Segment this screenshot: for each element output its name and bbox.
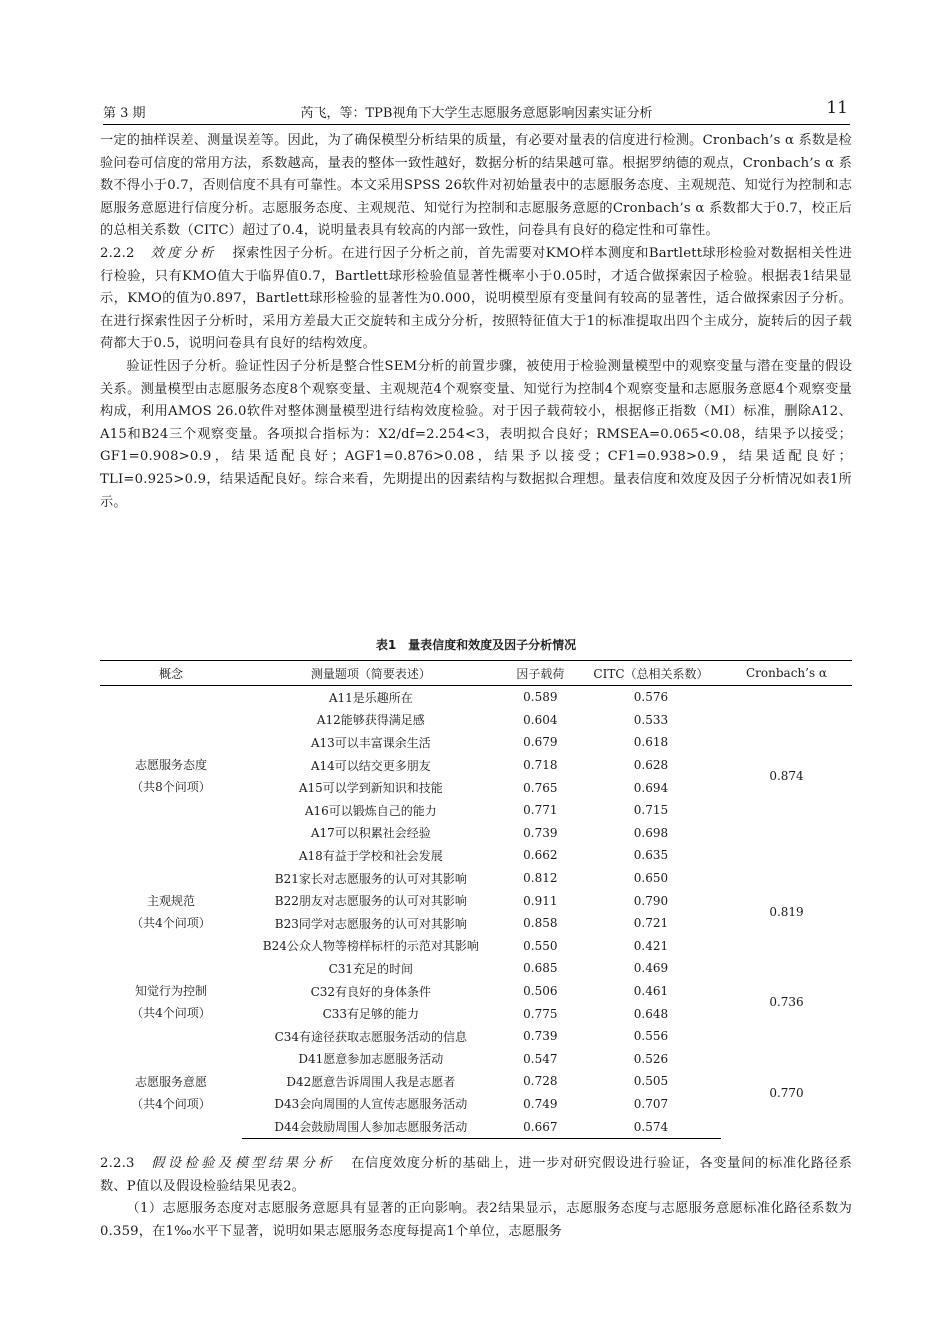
body-text-upper — [100, 130, 852, 514]
alpha-cell: 0.874 — [769, 769, 804, 784]
citc-cell: 0.790 — [633, 893, 669, 908]
section-number: 2.2.2 — [100, 245, 135, 261]
paragraph-cfa: 验证性因子分析。验证性因子分析是整合性SEM分析的前置步骤，被使用于检验测量模型中的观察变量与潜在变量的假设关系。测量模型由志愿服务态度8个观察变量、主观规范4个观察变量、知觉行为控制4个观察变量和志愿服务意愿4个观察变量构成，利用AMOS 26.0软件对整体测量模型进行结构效度检验。对于因子载荷较小，根据修正指数（MI）标准，删除A12、A15和B24三个观察变量。各项拟合指标为：X2/df=2.254<3，表明拟合良好；RMSEA=0.065<0.08，结果予以接受；GF1=0.908>0.9，结果适配良好；AGF1=0.876>0.08，结果予以接受；CF1=0.938>0.9，结果适配良好；TLI=0.925>0.9，结果适配良好。综合来看，先期提出的因素结构与数据拟合理想。量表信度和效度及因子分析情况如表1所示。 — [100, 358, 852, 510]
item-cell: A14可以结交更多朋友 — [310, 758, 431, 773]
table-row — [100, 686, 852, 709]
citc-cell: 0.698 — [633, 825, 669, 840]
loading-cell: 0.547 — [523, 1051, 558, 1066]
section-title: 假设检验及模型结果分析 — [150, 1156, 336, 1171]
citc-cell: 0.574 — [581, 1115, 721, 1138]
item-cell: C32有良好的身体条件 — [310, 984, 432, 999]
item-cell: A17可以积累社会经验 — [310, 826, 431, 841]
loading-cell: 0.550 — [523, 938, 558, 953]
loading-cell: 0.506 — [523, 984, 558, 999]
citc-cell: 0.618 — [633, 735, 669, 750]
alpha-cell: 0.736 — [769, 995, 804, 1010]
loading-cell: 0.667 — [500, 1115, 581, 1138]
running-header — [103, 98, 850, 125]
loading-cell: 0.739 — [523, 1029, 558, 1044]
citc-cell: 0.650 — [633, 871, 669, 886]
concept-name: 志愿服务态度 — [134, 758, 207, 773]
concept-note: （共4个问项） — [131, 915, 211, 930]
item-cell: C31充足的时间 — [328, 961, 414, 976]
concept-name: 主观规范 — [146, 893, 195, 908]
loading-cell: 0.858 — [523, 916, 558, 931]
header-concept: 概念 — [100, 661, 242, 686]
item-cell: A13可以丰富课余生活 — [310, 735, 431, 750]
item-cell: B24公众人物等榜样标杆的示范对其影响 — [262, 939, 479, 954]
citc-cell: 0.421 — [633, 938, 669, 953]
table-caption — [100, 636, 852, 653]
concept-cell — [100, 957, 242, 1047]
loading-cell: 0.812 — [523, 871, 558, 886]
loading-cell: 0.589 — [523, 690, 558, 705]
loading-cell: 0.775 — [523, 1006, 558, 1021]
section-text: 探索性因子分析。在进行因子分析之前，首先需要对KMO样本测度和Bartlett球形检验对数据相关性进行检验，只有KMO值大于临界值0.7，Bartlett球形检验值显著性概率小于0.05时，才适合做探索因子检验。根据表1结果显示，KMO的值为0.897，Bartlett球形检验的显著性为0.000，说明模型原有变量间有较高的显著性，适合做探索因子分析。在进行探索性因子分析时，采用方差最大正交旋转和主成分分析，按照特征值大于1的标准提取出四个主成分，旋转后的因子载荷都大于0.5，说明问卷具有良好的结构效度。 — [100, 245, 853, 352]
item-cell: C34有途径获取志愿服务活动的信息 — [274, 1029, 468, 1044]
loading-cell: 0.739 — [523, 825, 558, 840]
header-item: 测量题项（简要表述） — [242, 661, 500, 686]
loading-cell: 0.728 — [523, 1074, 558, 1089]
reliability-validity-table — [100, 660, 852, 1139]
concept-note: （共4个问项） — [131, 1096, 211, 1111]
concept-note: （共8个问项） — [131, 780, 211, 795]
item-cell: C33有足够的能力 — [322, 1007, 420, 1022]
header-loading: 因子载荷 — [500, 661, 581, 686]
loading-cell: 0.765 — [523, 780, 558, 795]
citc-cell: 0.461 — [633, 984, 669, 999]
item-cell: A16可以锻炼自己的能力 — [304, 803, 437, 818]
paragraph-reliability: 一定的抽样误差、测量误差等。因此，为了确保模型分析结果的质量，有必要对量表的信度进行检测。Cronbach’s α 系数是检验问卷可信度的常用方法，系数越高，量表的整体一致性越好，数据分析的结果越可靠。根据罗纳德的观点，Cronbach’s α 系数不得小于0.7，否则信度不具有可靠性。本文采用SPSS 26软件对初始量表中的志愿服务态度、主观规范、知觉行为控制和志愿服务意愿进行信度分析。志愿服务态度、主观规范、知觉行为控制和志愿服务意愿的Cronbach’s α 系数都大于0.7，校正后的总相关系数（CITC）超过了0.4，说明量表具有较高的内部一致性，问卷具有良好的稳定性和可靠性。 — [100, 133, 852, 239]
alpha-cell: 0.819 — [769, 904, 804, 919]
loading-cell: 0.718 — [523, 758, 558, 773]
citc-cell: 0.505 — [633, 1074, 669, 1089]
item-cell: D42愿意告诉周围人我是志愿者 — [286, 1074, 456, 1089]
table-row — [100, 957, 852, 980]
concept-cell — [100, 867, 242, 957]
item-cell: A15可以学到新知识和技能 — [298, 781, 443, 796]
citc-cell: 0.556 — [633, 1029, 669, 1044]
loading-cell: 0.911 — [523, 893, 558, 908]
citc-cell: 0.526 — [633, 1051, 669, 1066]
concept-name: 知觉行为控制 — [134, 984, 207, 999]
citc-cell: 0.648 — [633, 1006, 669, 1021]
item-cell: A11是乐趣所在 — [328, 690, 413, 705]
paragraph-hypothesis-1: （1）志愿服务态度对志愿服务意愿具有显著的正向影响。表2结果显示，志愿服务态度与志愿服务意愿标准化路径系数为0.359，在1‰水平下显著，说明如果志愿服务态度每提高1个单位，志愿服务 — [100, 1201, 852, 1239]
table-header-row — [100, 661, 852, 686]
item-cell: D41愿意参加志愿服务活动 — [298, 1052, 444, 1067]
loading-cell: 0.749 — [523, 1096, 558, 1111]
loading-cell: 0.771 — [523, 803, 558, 818]
concept-name: 志愿服务意愿 — [134, 1074, 207, 1089]
loading-cell: 0.685 — [523, 961, 558, 976]
concept-note: （共4个问项） — [131, 1006, 211, 1021]
item-cell: B23同学对志愿服务的认可对其影响 — [274, 916, 467, 931]
item-cell: B21家长对志愿服务的认可对其影响 — [274, 871, 467, 886]
body-text-lower — [100, 1153, 852, 1243]
item-cell: D43会向周围的人宣传志愿服务活动 — [274, 1097, 468, 1112]
running-title: 芮飞，等：TPB视角下大学生志愿服务意愿影响因素实证分析 — [300, 106, 653, 121]
header-alpha: Cronbach’s α — [721, 661, 852, 686]
table-title: 量表信度和效度及因子分析情况 — [408, 638, 577, 652]
citc-cell: 0.707 — [633, 1096, 669, 1111]
loading-cell: 0.662 — [523, 848, 558, 863]
item-cell: D44会鼓励周围人参加志愿服务活动 — [242, 1115, 500, 1138]
section-2-2-3 — [100, 1153, 852, 1198]
citc-cell: 0.715 — [633, 803, 669, 818]
table-row — [100, 867, 852, 890]
citc-cell: 0.533 — [633, 712, 669, 727]
loading-cell: 0.679 — [523, 735, 558, 750]
section-title: 效度分析 — [150, 245, 217, 261]
item-cell: B22朋友对志愿服务的认可对其影响 — [274, 894, 467, 909]
citc-cell: 0.635 — [633, 848, 669, 863]
item-cell: A18有益于学校和社会发展 — [298, 848, 443, 863]
citc-cell: 0.721 — [633, 916, 669, 931]
page-number: 11 — [826, 98, 848, 118]
citc-cell: 0.576 — [633, 690, 669, 705]
section-text: 在信度效度分析的基础上，进一步对研究假设进行验证，各变量间的标准化路径系数、P值以及假设检验结果见表2。 — [100, 1156, 853, 1194]
concept-cell — [100, 1048, 242, 1139]
citc-cell: 0.694 — [633, 780, 669, 795]
alpha-cell: 0.770 — [769, 1085, 804, 1100]
citc-cell: 0.469 — [633, 961, 669, 976]
issue-number: 第 3 期 — [103, 106, 146, 121]
citc-cell: 0.628 — [633, 758, 669, 773]
header-citc: CITC（总相关系数） — [581, 661, 721, 686]
concept-cell — [100, 686, 242, 867]
section-number: 2.2.3 — [100, 1156, 135, 1171]
table-label: 表1 — [375, 638, 397, 652]
item-cell: A12能够获得满足感 — [316, 713, 425, 728]
section-2-2-2 — [100, 243, 852, 356]
loading-cell: 0.604 — [523, 712, 558, 727]
table-row — [100, 1048, 852, 1071]
table-body — [100, 686, 852, 1139]
